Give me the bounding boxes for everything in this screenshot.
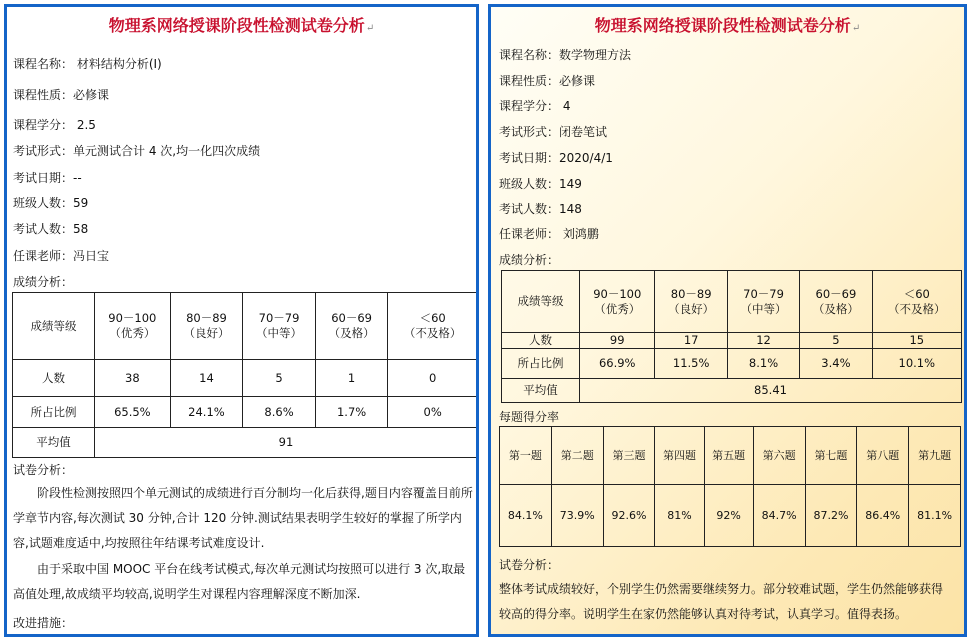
left-exam-format: 考试形式：单元测试合计 4 次,均一化四次成绩 [13, 144, 261, 158]
avg-label: 平均值 [13, 428, 95, 458]
ratio-cell: 65.5% [95, 397, 171, 428]
count-cell: 12 [727, 333, 799, 349]
ratio-cell: 8.1% [727, 349, 799, 379]
grade-col-4: ＜60 （不及格） [872, 271, 961, 333]
per-question-table [499, 426, 961, 547]
grade-col-1: 80－89 （良好） [170, 293, 243, 360]
grade-col-3: 60－69 （及格） [800, 271, 872, 333]
ratio-cell: 11.5% [655, 349, 727, 379]
question-rate: 92.6% [603, 485, 655, 547]
count-cell: 1 [315, 360, 388, 397]
left-improvement-label: 改进措施： [13, 616, 74, 630]
question-header: 第九题 [909, 427, 961, 485]
left-class-size: 班级人数：59 [13, 196, 89, 210]
right-score-analysis-label: 成绩分析： [499, 253, 560, 267]
left-course-type: 课程性质：必修课 [13, 88, 110, 102]
left-course-name: 课程名称： 材料结构分析(I) [13, 57, 162, 71]
right-course-name: 课程名称：数学物理方法 [499, 48, 632, 62]
ratio-cell: 0% [388, 397, 478, 428]
avg-value: 91 [95, 428, 478, 458]
count-cell: 17 [655, 333, 727, 349]
ratio-cell: 66.9% [580, 349, 655, 379]
ratio-cell: 3.4% [800, 349, 872, 379]
count-cell: 0 [388, 360, 478, 397]
grade-col-2: 70－79 （中等） [727, 271, 799, 333]
grade-col-4: ＜60 （不及格） [388, 293, 478, 360]
right-grade-table [501, 270, 962, 403]
question-header: 第二题 [551, 427, 603, 485]
count-cell: 14 [170, 360, 243, 397]
ratio-cell: 10.1% [872, 349, 961, 379]
ratio-label: 所占比例 [502, 349, 580, 379]
question-header: 第六题 [753, 427, 805, 485]
avg-label: 平均值 [502, 379, 580, 403]
count-label: 人数 [13, 360, 95, 397]
grade-col-1: 80－89 （良好） [655, 271, 727, 333]
right-exam-format: 考试形式：闭卷笔试 [499, 125, 608, 139]
left-analysis-paragraph-2: 由于采取中国 MOOC 平台在线考试模式,每次单元测试均按照可以进行 3 次,取最高值处理,故成绩平均较高,说明学生对课程内容理解深度不断加深. [13, 562, 466, 601]
left-paper-analysis-label: 试卷分析： [13, 463, 74, 477]
ratio-label: 所占比例 [13, 397, 95, 428]
right-exam-takers: 考试人数：148 [499, 202, 582, 216]
right-class-size: 班级人数：149 [499, 177, 582, 191]
question-header: 第五题 [704, 427, 753, 485]
grade-col-2: 70－79 （中等） [243, 293, 316, 360]
question-rate: 84.7% [753, 485, 805, 547]
right-analysis-paragraph: 整体考试成绩较好，个别学生仍然需要继续努力。部分较难试题，学生仍然能够获得较高的得分率。说明学生在家仍然能够认真对待考试，认真学习。值得表扬。 [499, 582, 944, 621]
avg-value: 85.41 [580, 379, 962, 403]
question-rate: 86.4% [857, 485, 909, 547]
question-header: 第三题 [603, 427, 655, 485]
ratio-cell: 8.6% [243, 397, 316, 428]
question-rate: 73.9% [551, 485, 603, 547]
right-report-panel [488, 4, 967, 637]
count-cell: 99 [580, 333, 655, 349]
question-rate: 81% [655, 485, 704, 547]
left-course-credit: 课程学分： 2.5 [13, 118, 96, 132]
right-course-type: 课程性质：必修课 [499, 74, 596, 88]
question-rate: 92% [704, 485, 753, 547]
question-rate: 87.2% [805, 485, 857, 547]
count-cell: 5 [243, 360, 316, 397]
ratio-cell: 1.7% [315, 397, 388, 428]
count-label: 人数 [502, 333, 580, 349]
count-cell: 5 [800, 333, 872, 349]
count-cell: 15 [872, 333, 961, 349]
grade-col-0: 90－100 （优秀） [580, 271, 655, 333]
left-analysis-paragraph-1: 阶段性检测按照四个单元测试的成绩进行百分制均一化后获得,题目内容覆盖目前所学章节内容,每次测试 30 分钟,合计 120 分钟.测试结果表明学生较好的掌握了所学内容,试题难度适中,均按照往年结课考试难度设计. [13, 486, 473, 550]
grade-col-0: 90－100 （优秀） [95, 293, 171, 360]
count-cell: 38 [95, 360, 171, 397]
question-rate: 84.1% [500, 485, 552, 547]
question-header: 第一题 [500, 427, 552, 485]
left-teacher: 任课老师：冯日宝 [13, 249, 110, 263]
left-report-panel [4, 4, 479, 637]
grade-col-3: 60－69 （及格） [315, 293, 388, 360]
right-exam-date: 考试日期：2020/4/1 [499, 151, 613, 165]
question-header: 第四题 [655, 427, 704, 485]
ratio-cell: 24.1% [170, 397, 243, 428]
grade-header-label: 成绩等级 [502, 271, 580, 333]
right-report-title: 物理系网络授课阶段性检测试卷分析↵ [594, 16, 861, 35]
question-header: 第七题 [805, 427, 857, 485]
right-course-credit: 课程学分： 4 [499, 99, 571, 113]
right-paper-analysis-label: 试卷分析： [499, 558, 560, 572]
left-score-analysis-label: 成绩分析： [13, 275, 74, 289]
left-report-title: 物理系网络授课阶段性检测试卷分析↵ [108, 16, 375, 35]
left-grade-table [12, 292, 478, 458]
grade-header-label: 成绩等级 [13, 293, 95, 360]
right-teacher: 任课老师： 刘鸿鹏 [499, 227, 599, 241]
per-question-label: 每题得分率 [499, 410, 560, 424]
left-exam-takers: 考试人数：58 [13, 222, 89, 236]
left-exam-date: 考试日期：-- [13, 171, 82, 185]
question-rate: 81.1% [909, 485, 961, 547]
question-header: 第八题 [857, 427, 909, 485]
